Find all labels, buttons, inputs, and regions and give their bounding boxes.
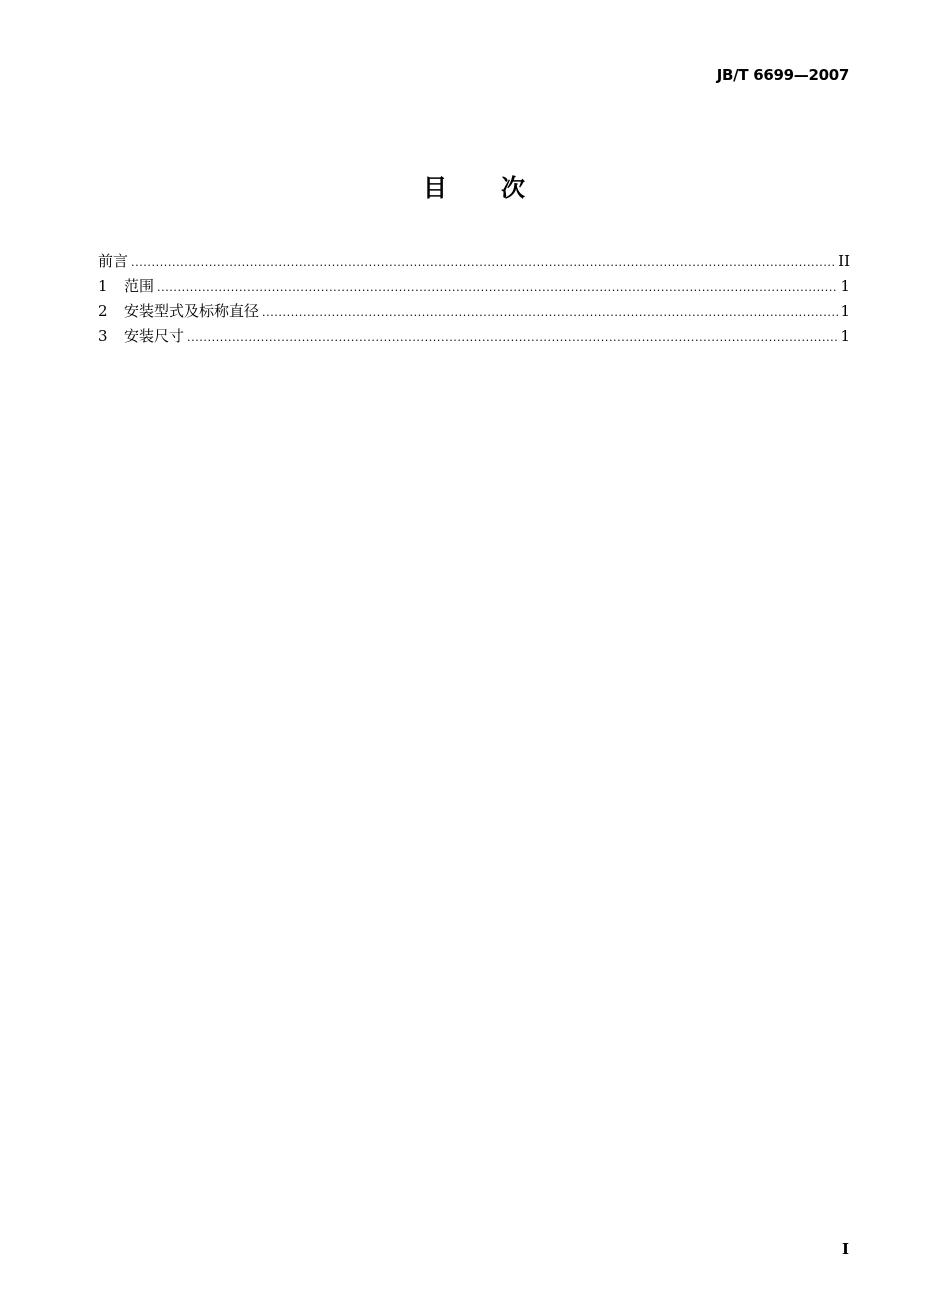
toc-entry-page: II xyxy=(838,252,850,270)
toc-entry-number: 3 xyxy=(98,327,108,345)
toc-entry-label: 范围 xyxy=(124,277,155,295)
toc-entry-scope[interactable] xyxy=(98,275,850,300)
toc-entry-label: 前言 xyxy=(98,252,129,270)
toc-leader-dots xyxy=(262,302,838,324)
page-title xyxy=(0,168,950,203)
toc-entry-label: 安装尺寸 xyxy=(124,327,185,345)
toc-entry-foreword[interactable] xyxy=(98,250,850,275)
table-of-contents xyxy=(98,250,850,350)
toc-entry-number: 2 xyxy=(98,302,108,320)
standard-code: JB/T 6699—2007 xyxy=(716,66,849,84)
toc-entry-page: 1 xyxy=(840,277,850,295)
toc-entry-page: 1 xyxy=(840,302,850,320)
toc-entry-number: 1 xyxy=(98,277,108,295)
toc-leader-dots xyxy=(187,327,838,349)
page-title-char-2: 次 xyxy=(501,174,527,202)
toc-entry-installation-dimensions[interactable] xyxy=(98,325,850,350)
page-number: I xyxy=(841,1240,849,1258)
page-title-char-1: 目 xyxy=(423,174,449,202)
toc-entry-label: 安装型式及标称直径 xyxy=(124,302,260,320)
toc-entry-page: 1 xyxy=(840,327,850,345)
toc-entry-installation-type[interactable] xyxy=(98,300,850,325)
toc-leader-dots xyxy=(157,277,838,299)
toc-leader-dots xyxy=(131,252,836,274)
